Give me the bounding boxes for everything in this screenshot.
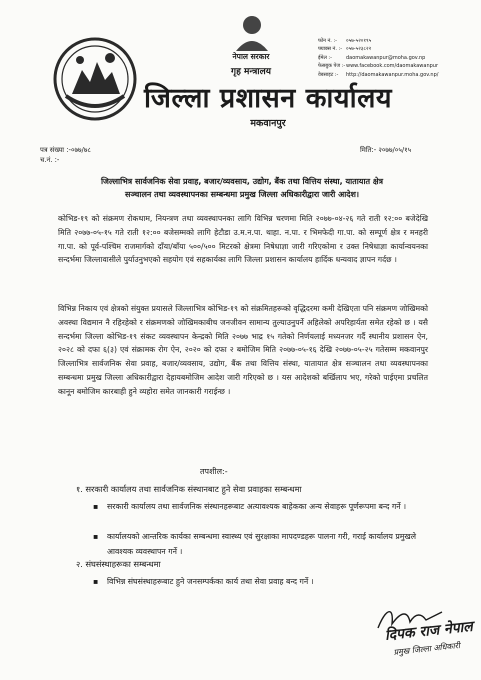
- subject: [52, 175, 432, 201]
- contact-fax: फ्याक्स नं. :- ०५७-५२३८२२: [318, 46, 372, 53]
- signatory-name: दिपक राज नेपाल: [384, 618, 474, 644]
- list-item: ▪ सरकारी कार्यालय तथा सार्वजनिक संस्थानहरूबाट अत्यावश्यक बाहेकका अन्य सेवाहरू पूर्णरूपमा बन्द गर्ने ।: [93, 500, 431, 515]
- letter-date: मिति:- २०७७/०५/१५: [360, 146, 412, 154]
- list-item: ▪ कार्यालयको आन्तरिक कार्यका सम्बन्धमा स्वास्थ्य एवं सुरक्षाका मापदण्डहरू पालना गरी, गराई कार्यालय प्रमुखले आवश्यक व्यवस्थापन गर्ने ।: [93, 530, 431, 559]
- government-name: नेपाल सरकार: [232, 52, 270, 61]
- ministry-name: गृह मन्त्रालय: [231, 67, 271, 77]
- subject-line-1: जिल्लाभित्र सार्वजनिक सेवा प्रवाह, बजार/व्यवसाय, उद्योग, बैंक तथा वित्तिय संस्था, यातायात क्षेत्र: [100, 177, 384, 186]
- reference-number: पत्र संख्या :-०७७/७८: [40, 146, 91, 154]
- office-district: मकवानपुर: [250, 118, 286, 129]
- contact-email: ईमेल :- daomakawanpur@moha.gov.np: [318, 54, 426, 61]
- section-heading-1: १. सरकारी कार्यालय तथा सार्वजनिक संस्थानबाट हुने सेवा प्रवाहका सम्बन्धमा: [76, 484, 302, 494]
- bullet-icon: ▪: [93, 532, 99, 541]
- bullet-icon: ▪: [93, 502, 99, 511]
- office-title: जिल्ला प्रशासन कार्यालय: [143, 83, 393, 114]
- dispatch-number: च.नं. :-: [40, 156, 60, 164]
- reference-block: [40, 145, 91, 165]
- contact-facebook: फेसबुक पेज :- www.facebook.com/daomakawanpur: [318, 63, 439, 70]
- portrait-icon: [233, 11, 271, 51]
- contact-website: वेबसाइट :- http://daomakawanpur.moha.gov.np/: [318, 71, 439, 78]
- bullet-icon: ▪: [93, 577, 99, 586]
- signatory-title: प्रमुख जिल्ला अधिकारी: [393, 641, 461, 657]
- contact-block: [318, 37, 438, 79]
- contact-phone: फोन नं. :- ०५७-५२०१९५: [318, 38, 372, 44]
- section-heading-2: २. संघसंस्थाहरूका सम्बन्धमा: [76, 559, 161, 569]
- paragraph-thanks: कोभिड-१९ को संक्रमण रोकथाम, नियन्त्रण तथा व्यवस्थापनका लागि विभिन्न चरणमा मिति २०७७-०४-२६ गते राती १२:०० बजेदेखि मिति २०७७-०५-१५ गते राती १२:०० बजेसम्मको लागि हेटौडा उ.म.न.पा. थाहा. न.पा. र भिमफेदी गा.पा. को सम्पूर्ण क्षेत्र र मनहरी गा.पा. को पूर्व-पश्चिम राजमार्गको दाँया/बाँया ५००/५०० मिटरको क्षेत्रमा निषेधाज्ञा जारी गरिएकोमा र उक्त निषेधाज्ञा कार्यान्वयनका सन्दर्भमा जिल्लावासीले पुर्याउनुभएको सहयोग एवं सहकार्यका लागि जिल्ला प्रशासन कार्यालय हार्दिक धन्यवाद ज्ञापन गर्दछ ।: [58, 214, 428, 265]
- paragraph-order: विभिन्न निकाय एवं क्षेत्रको संयुक्त प्रयासले जिल्लाभित्र कोभिड-१९ को संक्रमितहरूको वृद्धिदरमा कमी देखिएता पनि संक्रमण जोखिमको अवस्था विद्यमान नै रहिरहेको र संक्रमणको जोखिमकाबीच जनजीवन सामान्य तुल्याउनुपर्ने अहिलेको अपरिहार्यता समेत रहेको छ । यसै सन्दर्भमा जिल्ला कोभिड-१९ संकट व्यवस्थापन केन्द्रको मिति २०७७ भाद्र १५ गतेको निर्णयलाई मध्यनजर गर्दै स्थानीय प्रशासन ऐन, २०२८ को दफा ६(३) एवं संक्रामक रोग ऐन, २०२० को दफा २ बमोजिम मिति २०७७-०५-१६ देखि २०७७-०५-२५ गतेसम्म मकवानपुर जिल्लाभित्र सार्वजनिक सेवा प्रवाह, बजार/व्यवसाय, उद्योग, बैंक तथा वित्तिय संस्था, यातायात क्षेत्र सञ्चालन तथा व्यवस्थापनका सम्बन्धमा प्रमुख जिल्ला अधिकारीद्वारा देहायबमोजिम आदेश जारी गरिएको छ । यस आदेशको बर्खिलाप भए, गरेको पाईएमा प्रचलित कानून बमोजिम कारबाही हुने व्यहोरा समेत जानकारी गराईन्छ ।: [58, 304, 428, 396]
- details-heading: तपशील:-: [200, 467, 228, 476]
- list-item: ▪ विभिन्न संघसंस्थाहरूबाट हुने जनसम्पर्कका कार्य तथा सेवा प्रवाह बन्द गर्ने ।: [93, 575, 431, 590]
- subject-line-2: सञ्चालन तथा व्यवस्थापनका सम्बन्धमा प्रमुख जिल्ला अधिकारीद्वारा जारी आदेश।: [125, 190, 359, 199]
